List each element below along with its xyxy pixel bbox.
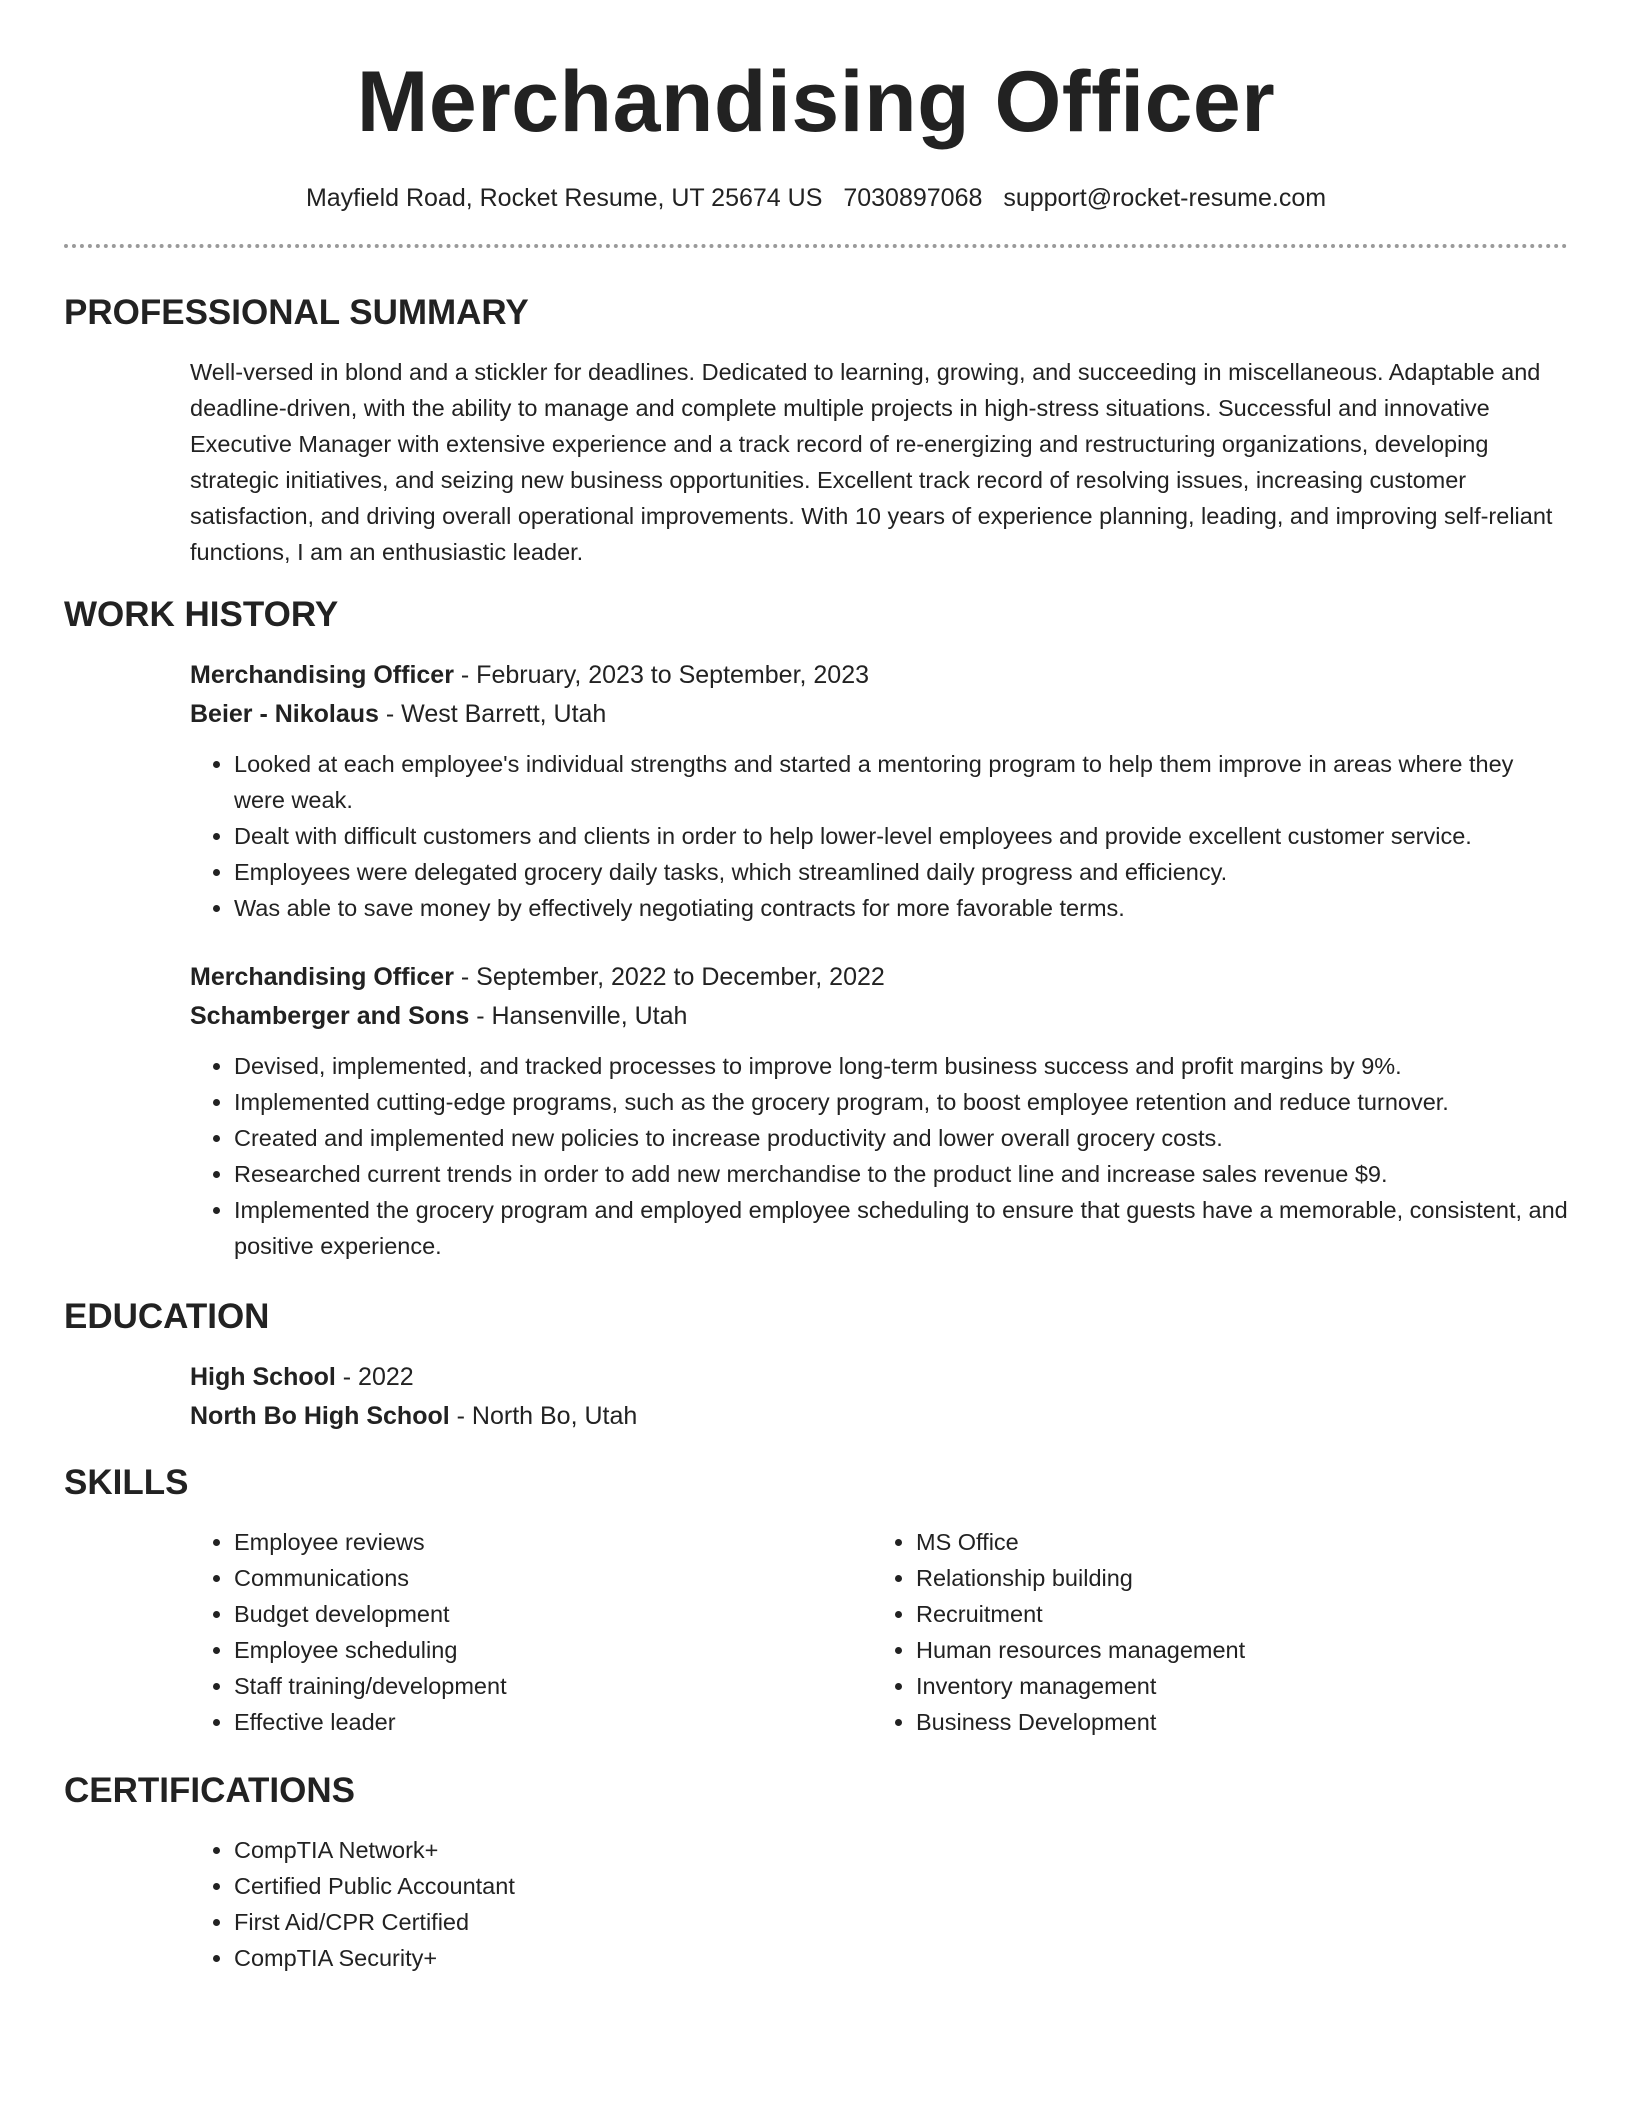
resume-name: Merchandising Officer [356,54,1276,150]
certification-item: • Certified Public Accountant [234,1868,1568,1904]
skill-item: • Inventory management [916,1668,1554,1704]
job-role: Merchandising Officer [190,963,454,991]
contact-email: support@rocket-resume.com [1003,184,1327,212]
certifications-section [64,1770,1568,1976]
skills-section [64,1462,1568,1740]
skill-item: • Recruitment [916,1596,1554,1632]
job-entry [190,656,1568,926]
education-location: - North Bo, Utah [449,1402,638,1430]
skill-item: • Human resources management [916,1632,1554,1668]
education-section [64,1296,1568,1436]
education-degree: High School [190,1363,336,1391]
job-dates: - September, 2022 to December, 2022 [453,963,885,991]
job-bullet: • Looked at each employee's individual strengths and started a mentoring program to help them improve in areas where they were weak. [234,746,1568,818]
education-heading: EDUCATION [64,1297,270,1336]
job-company: Beier - Nikolaus [190,700,379,728]
summary-heading: PROFESSIONAL SUMMARY [64,293,529,332]
job-bullet: • Dealt with difficult customers and clients in order to help lower-level employees and provide excellent customer service. [234,818,1568,854]
job-bullet: • Implemented cutting-edge programs, such as the grocery program, to boost employee retention and reduce turnover. [234,1084,1568,1120]
skill-item: • Budget development [234,1596,872,1632]
skill-item: • Staff training/development [234,1668,872,1704]
skill-item: • Relationship building [916,1560,1554,1596]
education-school: North Bo High School [190,1402,450,1430]
skills-grid [190,1524,1554,1740]
skill-item: • MS Office [916,1524,1554,1560]
certifications-list [190,1832,1568,1976]
header-divider [64,244,1568,248]
education-degree-line [190,1358,1568,1397]
job-role: Merchandising Officer [190,661,454,689]
job-location: - West Barrett, Utah [378,700,607,728]
summary-text: Well-versed in blond and a stickler for deadlines. Dedicated to learning, growing, and succeeding in miscellaneous. Adaptable and deadline-driven, with the ability to manage and complete multiple projects in high-stress situations. Successful and innovative Executive Manager with extensive experience and a track record of re-energizing and restructuring organizations, developing strategic initiatives, and seizing new business opportunities. Excellent track record of resolving issues, increasing customer satisfaction, and driving overall operational improvements. With 10 years of experience planning, leading, and improving self-reliant functions, I am an enthusiastic leader. [190,359,1553,565]
job-entry [190,958,1568,1264]
work-history-body [190,656,1568,1264]
job-bullet: • Implemented the grocery program and employed employee scheduling to ensure that guests have a memorable, consistent, and positive experience. [234,1192,1568,1264]
skill-item: • Employee scheduling [234,1632,872,1668]
work-history-heading: WORK HISTORY [64,595,339,634]
job-bullet: • Was able to save money by effectively negotiating contracts for more favorable terms. [234,890,1568,926]
certification-item: • First Aid/CPR Certified [234,1904,1568,1940]
education-body [190,1358,1568,1436]
certifications-heading: CERTIFICATIONS [64,1771,356,1810]
skill-item: • Effective leader [234,1704,872,1740]
work-history-section [64,594,1568,1264]
skills-list-right [872,1524,1554,1740]
resume-header [64,0,1568,214]
job-company: Schamberger and Sons [190,1002,470,1030]
contact-line [64,182,1568,214]
skills-list-left [190,1524,872,1740]
job-title-line [190,958,1568,997]
job-bullets [190,746,1568,926]
job-title-line [190,656,1568,695]
summary-section [64,292,1568,570]
job-bullets [190,1048,1568,1264]
skill-item: • Employee reviews [234,1524,872,1560]
contact-phone: 7030897068 [843,184,983,212]
skill-item: • Business Development [916,1704,1554,1740]
certifications-body [190,1832,1568,1976]
skills-body [190,1524,1568,1740]
job-company-line [190,997,1568,1036]
job-bullet: • Created and implemented new policies to increase productivity and lower overall grocery costs. [234,1120,1568,1156]
job-dates: - February, 2023 to September, 2023 [453,661,870,689]
job-bullet: • Researched current trends in order to add new merchandise to the product line and increase sales revenue $9. [234,1156,1568,1192]
skills-column-left [190,1524,872,1740]
education-year: - 2022 [335,1363,414,1391]
job-location: - Hansenville, Utah [469,1002,688,1030]
job-bullet: • Devised, implemented, and tracked processes to improve long-term business success and profit margins by 9%. [234,1048,1568,1084]
job-company-line [190,695,1568,734]
contact-address: Mayfield Road, Rocket Resume, UT 25674 US [305,184,823,212]
skills-heading: SKILLS [64,1463,189,1502]
education-school-line [190,1397,1568,1436]
skills-column-right [872,1524,1554,1740]
certification-item: • CompTIA Network+ [234,1832,1568,1868]
summary-body [190,354,1568,570]
job-bullet: • Employees were delegated grocery daily tasks, which streamlined daily progress and efficiency. [234,854,1568,890]
certification-item: • CompTIA Security+ [234,1940,1568,1976]
skill-item: • Communications [234,1560,872,1596]
